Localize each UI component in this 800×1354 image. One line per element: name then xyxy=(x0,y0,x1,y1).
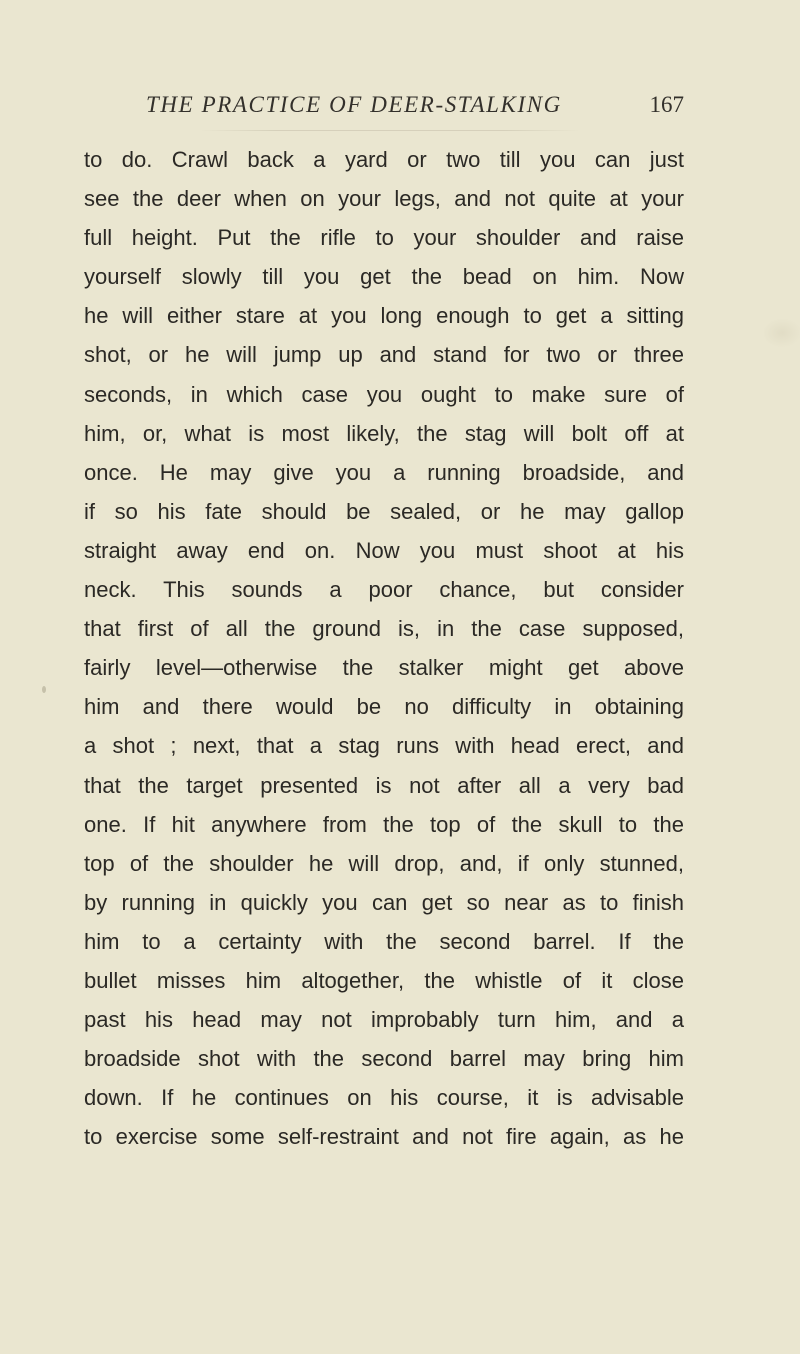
running-head xyxy=(146,92,684,124)
page-number: 167 xyxy=(649,92,684,117)
text-line: broadside shot with the second barrel may bring him xyxy=(84,1046,684,1072)
text-line: to do. Crawl back a yard or two till you can just xyxy=(84,147,684,172)
text-line: that the target presented is not after all a very bad xyxy=(84,772,684,798)
text-line: once. He may give you a running broadside, and xyxy=(84,459,684,485)
text-line: past his head may not improbably turn him, and a xyxy=(84,1007,684,1033)
text-line: bullet misses him altogether, the whistle of it close xyxy=(84,967,684,993)
text-line: to exercise some self-restraint and not fire again, as he xyxy=(84,1124,684,1150)
text-line: a shot ; next, that a stag runs with head erect, and xyxy=(84,733,684,759)
text-line: neck. This sounds a poor chance, but consider xyxy=(84,577,684,603)
text-line: him to a certainty with the second barrel. If the xyxy=(84,928,684,954)
body-text xyxy=(84,140,684,1156)
text-line: that first of all the ground is, in the case supposed, xyxy=(84,616,684,642)
text-line: him and there would be no difficulty in obtaining xyxy=(84,694,684,720)
text-line: top of the shoulder he will drop, and, if only stunned, xyxy=(84,850,684,876)
text-line: full height. Put the rifle to your shoulder and raise xyxy=(84,225,684,251)
text-line: straight away end on. Now you must shoot at his xyxy=(84,537,684,563)
paper-speck xyxy=(42,686,46,693)
text-line: him, or, what is most likely, the stag will bolt off at xyxy=(84,420,684,446)
running-title: THE PRACTICE OF DEER-STALKING xyxy=(146,92,562,117)
text-line: see the deer when on your legs, and not quite at your xyxy=(84,186,684,212)
text-line: seconds, in which case you ought to make sure of xyxy=(84,381,684,407)
text-line: down. If he continues on his course, it is advisable xyxy=(84,1085,684,1111)
paper-stain xyxy=(762,318,800,348)
text-line: yourself slowly till you get the bead on him. Now xyxy=(84,264,684,290)
text-line: one. If hit anywhere from the top of the skull to the xyxy=(84,811,684,837)
text-line: by running in quickly you can get so near as to finish xyxy=(84,889,684,915)
text-line: if so his fate should be sealed, or he may gallop xyxy=(84,498,684,524)
text-line: he will either stare at you long enough to get a sitting xyxy=(84,303,684,329)
text-line: fairly level—otherwise the stalker might get above xyxy=(84,655,684,681)
text-line: shot, or he will jump up and stand for two or three xyxy=(84,342,684,368)
header-rule xyxy=(200,130,580,131)
